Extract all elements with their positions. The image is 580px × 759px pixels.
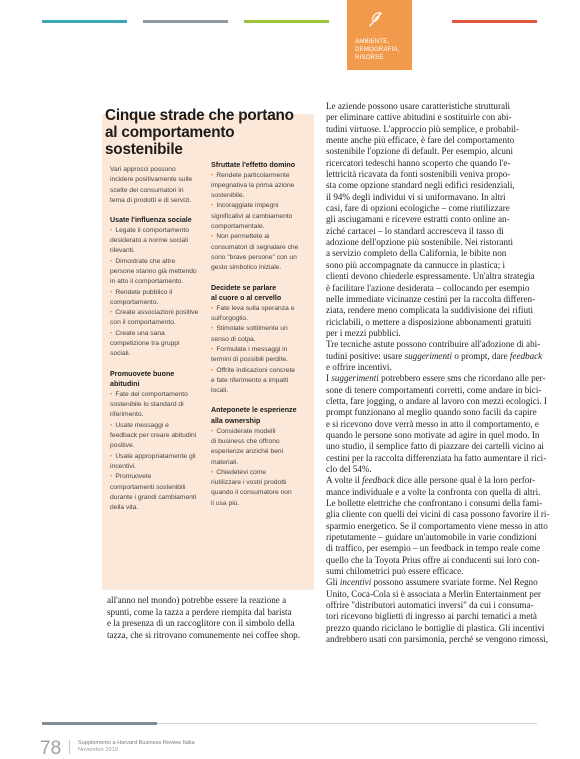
list-item: • Incoraggiate impegni significativi al cambiamento comportamentale.: [211, 201, 307, 232]
list-item: • Promuovete comportamenti sostenibili durante i grandi cambiamenti della vita.: [110, 472, 205, 513]
sidebar-intro: Vari approcci possono incidere positivamente sulle scelte dei consumatori in tema di prodotti e di servizi.: [110, 166, 193, 204]
bullet-list: [110, 226, 205, 360]
section-label-line: AMBIENTE, DEMOGRAFIA,: [355, 38, 400, 53]
section-heading: Usate l'influenza sociale: [110, 216, 192, 225]
sidebar-title-line: Cinque strade che portano: [105, 107, 294, 124]
bullet-list: [211, 171, 307, 274]
body-text-left: all'anno nel mondo) potrebbe essere la reazione a spunti, come la tazza a perdere riempita dal barista e la presenza di un raccoglitore con il simbolo della tazza, che si ritrovano comunemente nei coffee shop.: [107, 595, 300, 640]
list-item: • Offrite indicazioni concrete e fate riferimento a impatti locali.: [211, 366, 307, 397]
section-label-line: RISORSE: [355, 54, 384, 61]
section-heading: Anteponete le esperienze alla ownership: [211, 406, 297, 426]
list-item: • Non permettete ai consumatori di segnalare che sono "brave persone" con un gesto simbolico iniziale.: [211, 232, 307, 273]
sidebar-column-left: [110, 165, 205, 513]
paragraph: I suggerimenti potrebbero essere sms che ricordano alle per- sone di tenere comportamenti corretti, come andare in bici- cletta, fare jogging, o andare al lavoro con mezzi ecologici. I prompt funzionano al meglio quando sono facili da capire e si ricevono dove verrà messo in atto il comportamento, e quando le persone sono motivate ad agire in quel modo. In uno studio, il semplice fatto di piazzare dei cartelli vicino ai cestini per la raccolta differenziata ha fatto aumentare il rici- clo del 54%.: [326, 373, 547, 474]
footer-rule: [42, 722, 157, 725]
section-heading: Sfruttate l'effetto domino: [211, 161, 296, 169]
list-item: • Fate leva sulla speranza e sull'orgoglio.: [211, 304, 307, 325]
page-number: 78: [40, 738, 62, 759]
top-bar-gray: [143, 20, 228, 23]
paragraph: A volte il feedback dice alle persone qual è la loro perfor- mance individuale e a volte la confronta con quella di altri. Le bollette elettriche che confrontano i consumi della fami- glia cliente con quelli dei vicini di casa possono favorire il ri- sparmio energetico. Se il comportamento viene messo in atto ripetutamente – guidare un'automobile in varie condizioni di traffico, per esempio – un feedback in tempo reale come quello che la Toyota Prius offre ai conducenti sui loro con- sumi chilometrici può essere efficace.: [326, 475, 550, 577]
top-bar-green: [244, 20, 329, 23]
bullet-list: [211, 304, 307, 397]
list-item: • Chiedetevi come riutilizzare i vostri prodotti quando il consumatore non li usa più.: [211, 468, 307, 509]
section-tag: [347, 0, 412, 70]
paragraph: Le aziende possono usare caratteristiche strutturali per eliminare cattive abitudini e sostituirle con abi- tudini virtuose. L'approccio più semplice, e probabil- mente anche più efficace, è fare del comportamento sostenibile l'opzione di default. Per esempio, alcuni ricercatori tedeschi hanno scoperto che quando l'e- lettricità ricavata da fonti sostenibili veniva propo- sta come opzione standard negli edifici residenziali, il 94% degli individui vi si uniformavano. In altri casi, fare di opzioni ecologiche – come riutilizzare gli asciugamani e ricevere estratti conto online an- ziché cartacei – lo standard accresceva il tasso di adozione dell'opzione più sostenibile. Nei ristoranti a servizio completo della California, le bibite non sono più accompagnate da cannucce in plastica; i clienti devono chiederle espressamente. Un'altra strategia è facilitare l'azione desiderata – collocando per esempio nelle immediate vicinanze cestini per la raccolta differen- ziata, rendere meno complicata la suddivisione dei rifiuti riciclabili, o mettere a disposizione abbonamenti gratuiti per i mezzi pubblici.: [326, 101, 536, 338]
paragraph: Gli incentivi possono assumere svariate forme. Nel Regno Unito, Coca-Cola si è associata a Merlin Entertainment per offrire "distributori automatici inversi" da cui i consuma- tori ricevono biglietti di ingresso ai parchi tematici a metà prezzo quando riciclano le bottiglie di plastica. Gli incentivi andrebbero usati con parsimonia, perché se vengono rimossi,: [326, 577, 548, 645]
body-text-right: [326, 101, 570, 646]
publication-name: Supplemento a Harvard Business Review Italia: [78, 740, 195, 746]
top-bar-red: [452, 20, 537, 23]
bullet-list: [110, 390, 205, 514]
list-item: • Fate del comportamento sostenibile lo standard di riferimento.: [110, 390, 205, 421]
list-item: • Usate appropriatamente gli incentivi.: [110, 452, 205, 473]
publication-date: Novembre 2019: [78, 747, 118, 753]
paragraph: Tre tecniche astute possono contribuire all'adozione di abi- tudini positive: usare suggerimenti o prompt, dare feedback e offrire incentivi.: [326, 339, 543, 372]
top-bar-teal: [42, 20, 127, 23]
bullet-list: [211, 427, 307, 509]
list-item: • Rendete particolarmente impegnativa la prima azione sostenibile.: [211, 171, 307, 202]
sidebar-column-right: [211, 160, 307, 509]
list-item: • Stimolate sottilmente un senso di colpa.: [211, 324, 307, 345]
list-item: • Create associazioni positive con il comportamento.: [110, 308, 205, 329]
list-item: • Legate il comportamento desiderato a norme sociali rilevanti.: [110, 226, 205, 257]
sidebar-title: [105, 107, 315, 158]
footer-separator: [69, 740, 70, 754]
sidebar-title-line: al comportamento sostenibile: [105, 124, 235, 158]
list-item: • Formulate i messaggi in termini di possibili perdite.: [211, 345, 307, 366]
section-heading: Promuovete buone abitudini: [110, 369, 175, 389]
list-item: • Rendete pubblico il comportamento.: [110, 288, 205, 309]
list-item: • Considerate modelli di business che offrono esperienze anziché beni materiali.: [211, 427, 307, 468]
list-item: • Usate messaggi e feedback per creare abitudini positive.: [110, 421, 205, 452]
section-label: [355, 38, 412, 62]
section-heading: Decidete se parlare al cuore o al cervello: [211, 283, 282, 303]
list-item: • Create una sana competizione tra gruppi sociali.: [110, 329, 205, 360]
feather-icon: [365, 8, 387, 30]
footer-divider: [157, 723, 537, 724]
list-item: • Dimostrate che altre persone stanno già mettendo in atto il comportamento.: [110, 257, 205, 288]
